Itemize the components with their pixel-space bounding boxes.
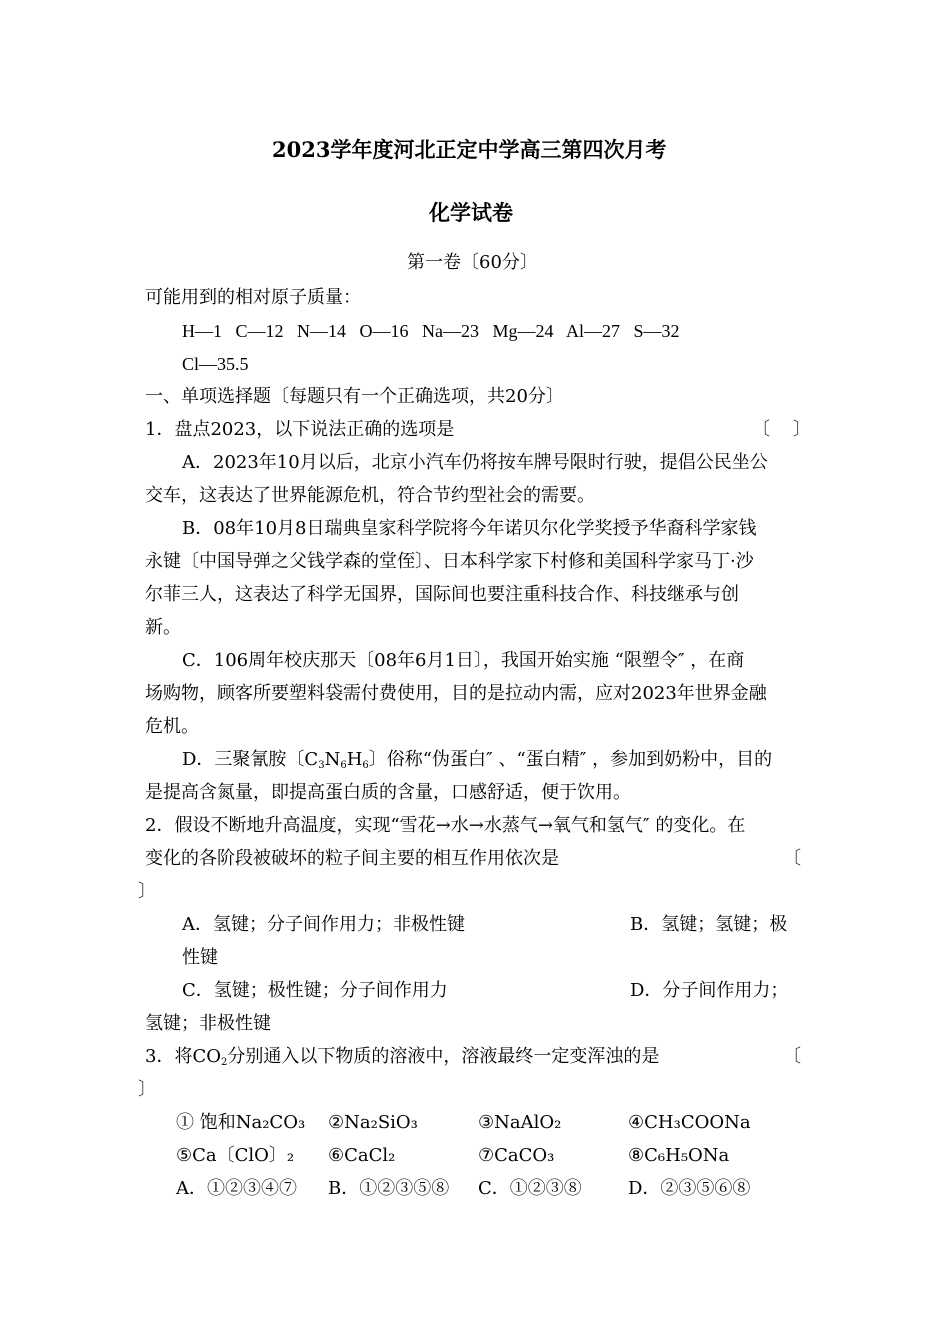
q2-option-d-line-2: 氢键；非极性键 — [145, 1013, 271, 1034]
q1-d-n: N — [324, 749, 341, 770]
q3-option-b: B．①②③⑤⑧ — [328, 1178, 450, 1199]
q1-option-a-line-1: A．2023年10月以后，北京小汽车仍将按车牌号限时行驶，提倡公民坐公 — [182, 452, 768, 473]
q2-bracket-open: 〔 — [783, 848, 801, 869]
q1-option-b-line-2: 永键〔中国导弹之父钱学森的堂侄〕、日本科学家下村修和美国科学家马丁·沙 — [145, 551, 754, 572]
page-subtitle: 化学试卷 — [429, 200, 513, 225]
q2-bracket-close: 〕 — [138, 881, 156, 902]
q1-d-text-start: D．三聚氰胺〔C — [182, 749, 319, 770]
q3-stem — [145, 1045, 659, 1075]
q1-d-sub-n: 6 — [340, 760, 347, 771]
q3-bracket-open: 〔 — [783, 1046, 801, 1067]
q1-d-h: H — [346, 749, 363, 770]
q1-option-d-line-1 — [182, 748, 772, 778]
q1-option-d-line-2: 是提高含氮量，即提高蛋白质的含量，口感舒适，便于饮用。 — [145, 782, 631, 803]
q2-option-a: A．氢键；分子间作用力；非极性键 — [182, 914, 465, 935]
q3-stem-start: 3．将CO — [145, 1046, 221, 1067]
q2-stem-line-1: 2．假设不断地升高温度，实现“雪花→水→水蒸气→氧气和氢气″ 的变化。在 — [145, 815, 746, 836]
q2-stem-line-2: 变化的各阶段被破坏的粒子间主要的相互作用依次是 — [145, 848, 559, 869]
q3-stem-end: 分别通入以下物质的溶液中，溶液最终一定变浑浊的是 — [227, 1046, 660, 1067]
q1-d-sub-h: 6 — [362, 760, 369, 771]
q1-d-text-end: 〕俗称“伪蛋白″ 、“蛋白精″ ，参加到奶粉中，目的 — [368, 749, 773, 770]
atomic-mass-line-2: Cl—35.5 — [182, 354, 249, 374]
q3-substance-6: ⑥CaCl₂ — [328, 1145, 396, 1166]
q2-option-b-line-2: 性键 — [182, 947, 218, 968]
q3-option-a: A．①②③④⑦ — [176, 1178, 297, 1199]
q2-option-d-line-1: D．分子间作用力； — [630, 980, 789, 1001]
q3-substance-7: ⑦CaCO₃ — [478, 1145, 555, 1166]
q3-option-c: C．①②③⑧ — [478, 1178, 582, 1199]
q2-option-c: C．氢键；极性键；分子间作用力 — [182, 980, 448, 1001]
q3-stem-sub: 2 — [220, 1057, 228, 1068]
q1-option-b-line-3: 尔菲三人，这表达了科学无国界，国际间也要注重科技合作、科技继承与创 — [145, 584, 739, 605]
q3-substance-4: ④CH₃COONa — [628, 1112, 751, 1133]
atomic-mass-line-1: H—1 C—12 N—14 O—16 Na—23 Mg—24 Al—27 S—32 — [182, 321, 680, 341]
q3-substance-1: ① 饱和Na₂CO₃ — [176, 1112, 306, 1133]
q1-stem: 1．盘点2023，以下说法正确的选项是 — [145, 419, 455, 440]
q1-option-c-line-2: 场购物，顾客所要塑料袋需付费使用，目的是拉动内需，应对2023年世界金融 — [145, 683, 767, 704]
q1-option-a-line-2: 交车，这表达了世界能源危机，符合节约型社会的需要。 — [145, 485, 595, 506]
q3-substance-5: ⑤Ca〔ClO〕₂ — [176, 1145, 295, 1166]
q1-option-b-line-1: B．08年10月8日瑞典皇家科学院将今年诺贝尔化学奖授予华裔科学家钱 — [182, 518, 757, 539]
section-heading: 一、单项选择题〔每题只有一个正确选项，共20分〕 — [145, 386, 564, 407]
q1-d-sub-c: 3 — [318, 760, 325, 771]
q1-option-c-line-3: 危机。 — [145, 716, 199, 737]
q3-substance-2: ②Na₂SiO₃ — [328, 1112, 418, 1133]
volume-heading: 第一卷〔60分〕 — [407, 252, 538, 273]
q3-substance-3: ③NaAlO₂ — [478, 1112, 562, 1133]
q1-option-b-line-4: 新。 — [145, 617, 181, 638]
page-title: 2023学年度河北正定中学高三第四次月考 — [272, 137, 667, 162]
q3-option-d: D．②③⑤⑥⑧ — [628, 1178, 751, 1199]
q3-substance-8: ⑧C₆H₅ONa — [628, 1145, 730, 1166]
atomic-mass-label: 可能用到的相对原子质量： — [145, 287, 361, 308]
q1-option-c-line-1: C．106周年校庆那天〔08年6月1日〕，我国开始实施 “限塑令″ ，在商 — [182, 650, 745, 671]
q2-option-b-line-1: B．氢键；氢键；极 — [630, 914, 788, 935]
q1-answer-bracket: 〔 〕 — [752, 419, 811, 440]
q3-bracket-close: 〕 — [138, 1079, 156, 1100]
